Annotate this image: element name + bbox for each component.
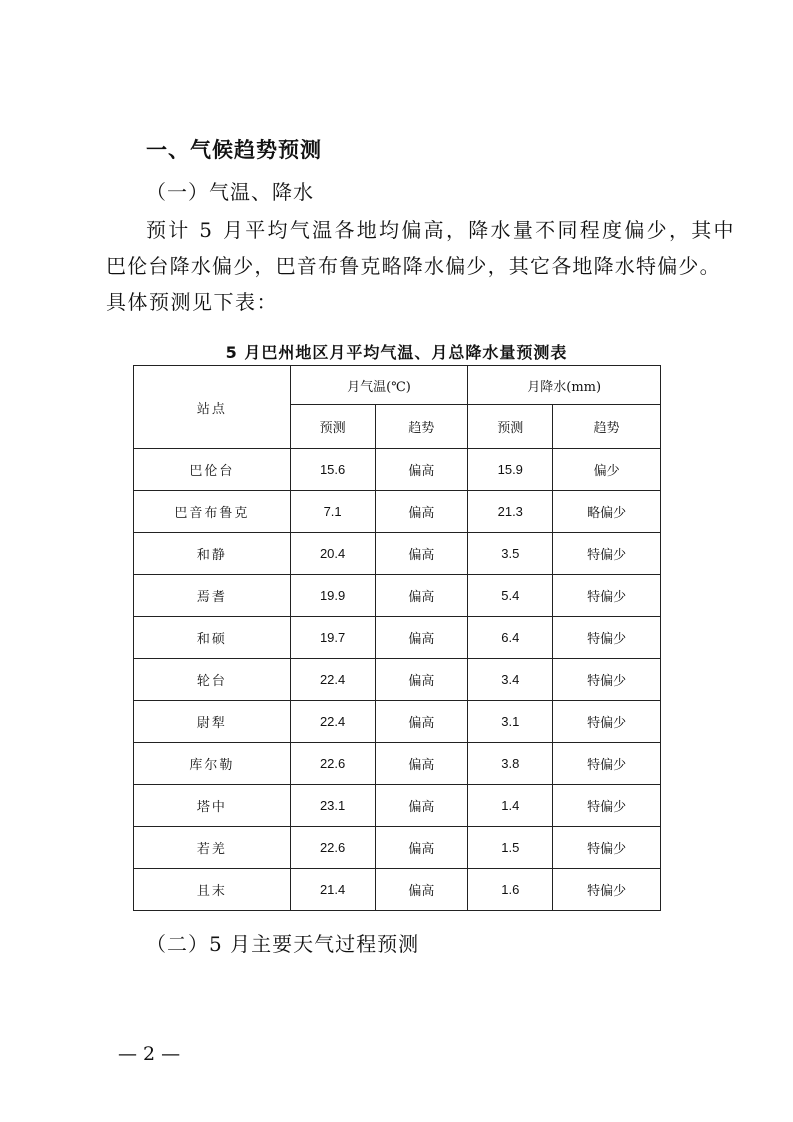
station-cell: 塔中	[134, 785, 291, 827]
table-row	[134, 659, 661, 701]
temp-trend-cell: 偏高	[375, 575, 468, 617]
temp-trend-cell: 偏高	[375, 701, 468, 743]
station-cell: 巴伦台	[134, 449, 291, 491]
table-row	[134, 827, 661, 869]
station-cell: 巴音布鲁克	[134, 491, 291, 533]
temp-trend-header: 趋势	[375, 405, 468, 449]
temperature-header: 月气温(℃)	[290, 366, 468, 405]
table-row	[134, 785, 661, 827]
precip-forecast-cell: 1.5	[468, 827, 553, 869]
precip-forecast-cell: 3.5	[468, 533, 553, 575]
section-title: 一、气候趋势预测	[146, 138, 322, 162]
precip-trend-cell: 特偏少	[553, 659, 661, 701]
temp-trend-cell: 偏高	[375, 617, 468, 659]
temp-trend-cell: 偏高	[375, 659, 468, 701]
temp-trend-cell: 偏高	[375, 491, 468, 533]
table-caption: 5 月巴州地区月平均气温、月总降水量预测表	[225, 343, 568, 362]
temp-trend-cell: 偏高	[375, 533, 468, 575]
station-cell: 和静	[134, 533, 291, 575]
precip-trend-header: 趋势	[553, 405, 661, 449]
paragraph-line: 巴伦台降水偏少，巴音布鲁克略降水偏少，其它各地降水特偏少。	[106, 254, 721, 278]
station-cell: 轮台	[134, 659, 291, 701]
precip-trend-cell: 特偏少	[553, 869, 661, 911]
forecast-table	[133, 365, 661, 911]
precip-forecast-header: 预测	[468, 405, 553, 449]
station-cell: 尉犁	[134, 701, 291, 743]
temp-trend-cell: 偏高	[375, 785, 468, 827]
table-row	[134, 701, 661, 743]
temp-forecast-cell: 7.1	[290, 491, 375, 533]
precip-trend-cell: 偏少	[553, 449, 661, 491]
precip-trend-cell: 特偏少	[553, 701, 661, 743]
station-cell: 和硕	[134, 617, 291, 659]
table-row	[134, 491, 661, 533]
precip-trend-cell: 特偏少	[553, 533, 661, 575]
page-number: — 2 —	[118, 1043, 181, 1065]
subsection-heading-temp-precip: （一）气温、降水	[146, 180, 314, 204]
table-row	[134, 743, 661, 785]
temp-forecast-cell: 22.4	[290, 701, 375, 743]
station-cell: 若羌	[134, 827, 291, 869]
temp-trend-cell: 偏高	[375, 869, 468, 911]
temp-forecast-cell: 15.6	[290, 449, 375, 491]
temp-forecast-cell: 19.9	[290, 575, 375, 617]
temp-trend-cell: 偏高	[375, 827, 468, 869]
temp-forecast-cell: 20.4	[290, 533, 375, 575]
paragraph-line: 预计 5 月平均气温各地均偏高，降水量不同程度偏少，其中	[146, 218, 736, 242]
station-cell: 库尔勒	[134, 743, 291, 785]
precip-forecast-cell: 15.9	[468, 449, 553, 491]
precip-trend-cell: 特偏少	[553, 827, 661, 869]
temp-forecast-cell: 22.6	[290, 827, 375, 869]
precip-trend-cell: 特偏少	[553, 575, 661, 617]
precip-forecast-cell: 21.3	[468, 491, 553, 533]
precip-forecast-cell: 5.4	[468, 575, 553, 617]
table-row	[134, 617, 661, 659]
precip-forecast-cell: 3.8	[468, 743, 553, 785]
table-row	[134, 869, 661, 911]
precip-trend-cell: 特偏少	[553, 785, 661, 827]
precip-trend-cell: 略偏少	[553, 491, 661, 533]
precip-forecast-cell: 1.4	[468, 785, 553, 827]
temp-trend-cell: 偏高	[375, 449, 468, 491]
subsection-heading-weather-process: （二）5 月主要天气过程预测	[146, 932, 420, 956]
precip-trend-cell: 特偏少	[553, 617, 661, 659]
precipitation-header: 月降水(mm)	[468, 366, 661, 405]
table-row	[134, 533, 661, 575]
temp-forecast-cell: 22.6	[290, 743, 375, 785]
paragraph-line: 具体预测见下表：	[106, 290, 278, 314]
temp-forecast-header: 预测	[290, 405, 375, 449]
temp-trend-cell: 偏高	[375, 743, 468, 785]
station-cell: 焉耆	[134, 575, 291, 617]
temp-forecast-cell: 21.4	[290, 869, 375, 911]
table-row	[134, 575, 661, 617]
station-cell: 且末	[134, 869, 291, 911]
precip-trend-cell: 特偏少	[553, 743, 661, 785]
temp-forecast-cell: 23.1	[290, 785, 375, 827]
precip-forecast-cell: 1.6	[468, 869, 553, 911]
temp-forecast-cell: 19.7	[290, 617, 375, 659]
table-row	[134, 449, 661, 491]
forecast-paragraph	[106, 212, 736, 320]
precip-forecast-cell: 6.4	[468, 617, 553, 659]
temp-forecast-cell: 22.4	[290, 659, 375, 701]
station-header: 站点	[134, 366, 291, 449]
precip-forecast-cell: 3.1	[468, 701, 553, 743]
precip-forecast-cell: 3.4	[468, 659, 553, 701]
